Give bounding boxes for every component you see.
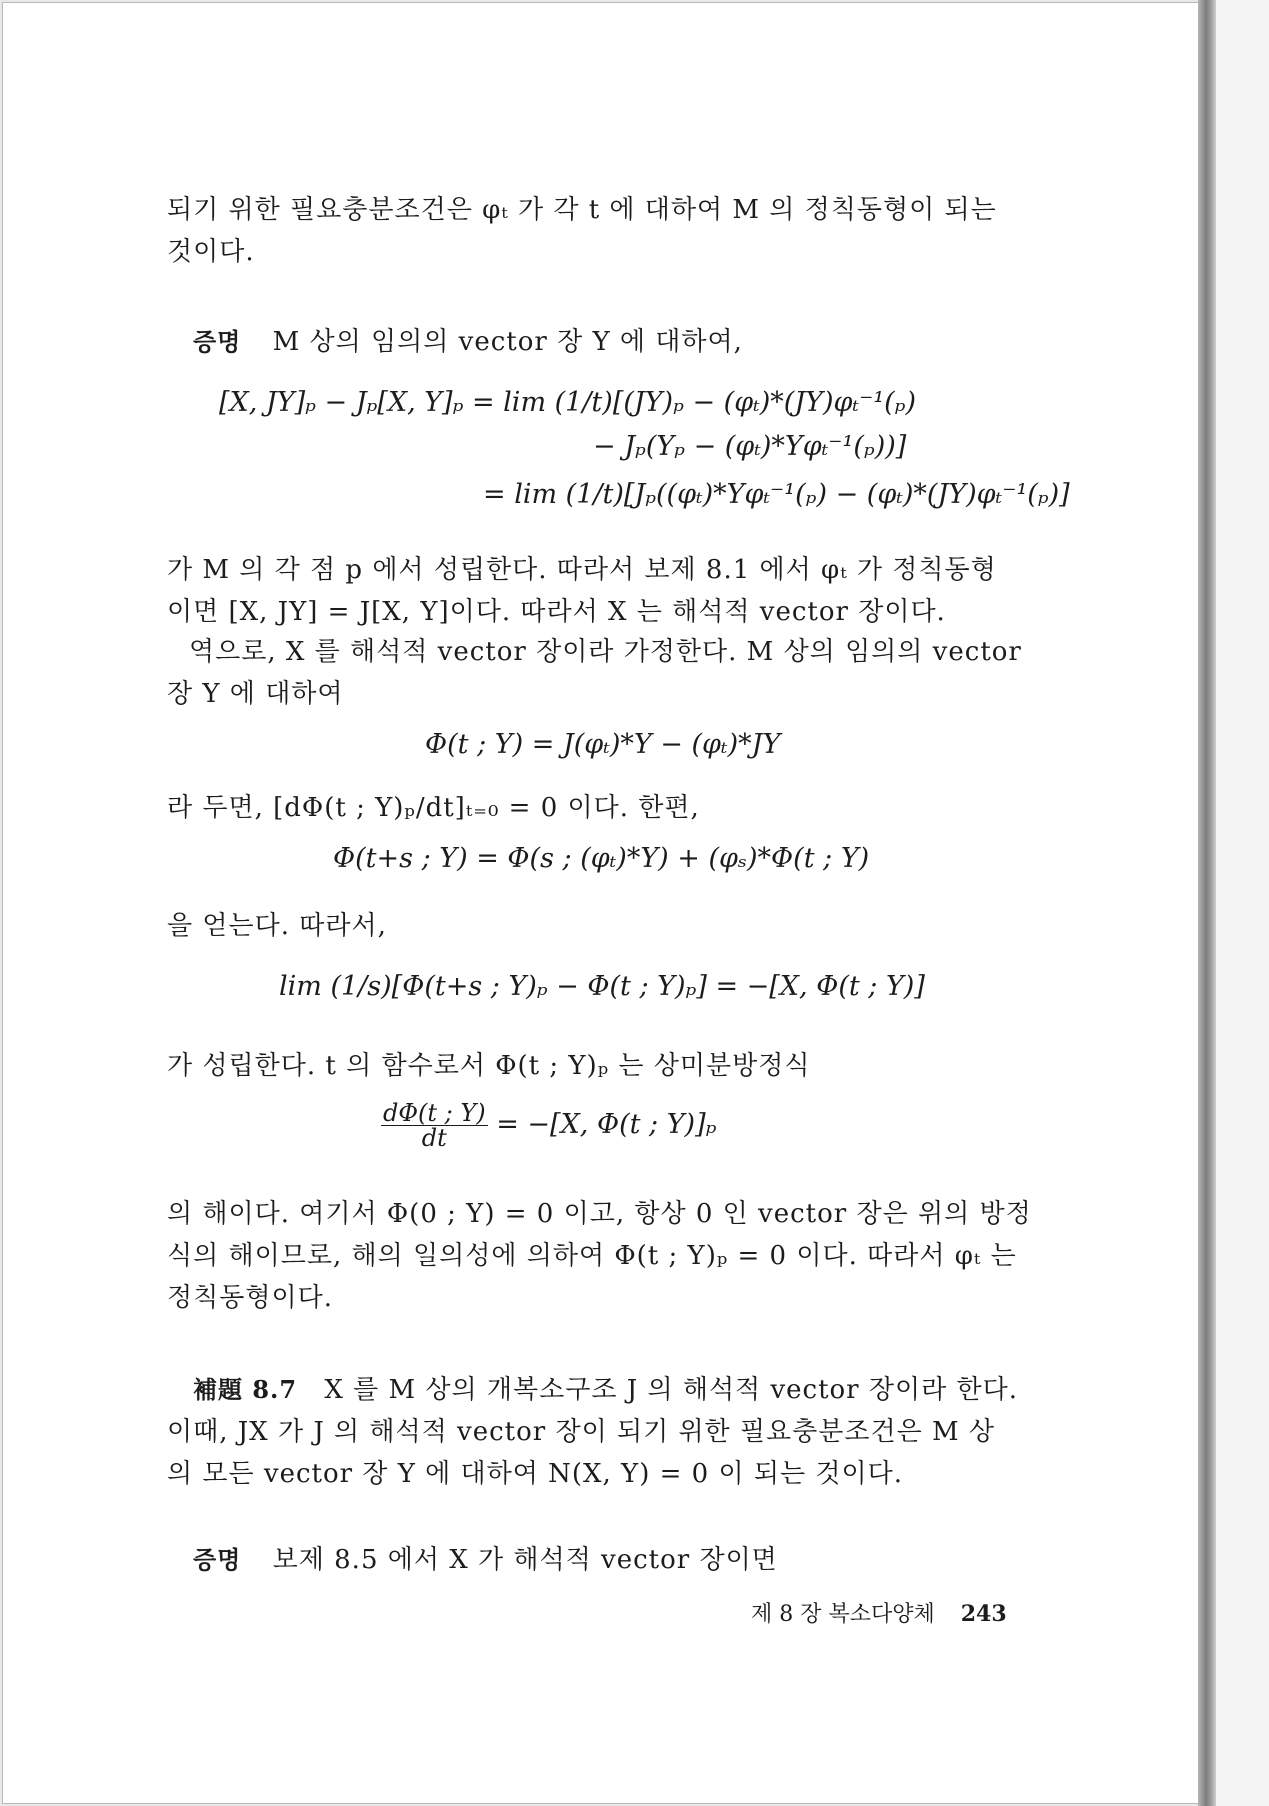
- ode-denominator: dt: [421, 1124, 447, 1152]
- text-line: 되기 위한 필요충분조건은 φₜ 가 각 t 에 대하여 M 의 정칙동형이 되는: [167, 195, 997, 225]
- proposition-text: X 를 M 상의 개복소구조 J 의 해석적 vector 장이라 한다.: [324, 1375, 1018, 1405]
- text-line: 식의 해이므로, 해의 일의성에 의하여 Φ(t ; Y)ₚ = 0 이다. 따라서 φₜ 는: [167, 1241, 1017, 1271]
- text-line: 을 얻는다. 따라서,: [167, 911, 387, 941]
- proof-start: [193, 1539, 778, 1576]
- book-spine: [1198, 0, 1216, 1806]
- text-line: 것이다.: [167, 237, 255, 267]
- ode-numerator: dΦ(t ; Y): [383, 1099, 486, 1127]
- text-line: 의 해이다. 여기서 Φ(0 ; Y) = 0 이고, 항상 0 인 vector 장은 위의 방정: [167, 1199, 1032, 1229]
- equation-display: Φ(t+s ; Y) = Φ(s ; (φₜ)*Y) + (φₛ)*Φ(t ; Y): [333, 843, 870, 874]
- chapter-title: 제 8 장 복소다양체: [751, 1602, 935, 1627]
- equation-display: Φ(t ; Y) = J(φₜ)*Y − (φₜ)*JY: [425, 729, 781, 760]
- page-number: 243: [960, 1601, 1007, 1627]
- equation-display: [381, 1101, 716, 1150]
- ode-rhs: = −[X, Φ(t ; Y)]ₚ: [496, 1109, 717, 1140]
- text-line: 라 두면, [dΦ(t ; Y)ₚ/dt]ₜ₌₀ = 0 이다. 한편,: [167, 793, 700, 823]
- proposition-label: 補題 8.7: [193, 1375, 298, 1404]
- text-line: 가 M 의 각 점 p 에서 성립한다. 따라서 보제 8.1 에서 φₜ 가 정칙동형: [167, 555, 997, 585]
- equation-row: [X, JY]ₚ − Jₚ[X, Y]ₚ = lim (1/t)[(JY)ₚ − (φₜ)*(JY)φₜ⁻¹(ₚ): [219, 387, 917, 418]
- proof-label: 증명: [193, 1545, 242, 1574]
- book-page: [2, 2, 1212, 1804]
- proof-text: 보제 8.5 에서 X 가 해석적 vector 장이면: [272, 1545, 778, 1575]
- ode-fraction: [381, 1101, 488, 1150]
- text-line: 이때, JX 가 J 의 해석적 vector 장이 되기 위한 필요충분조건은 M 상: [167, 1417, 996, 1447]
- proof-label: 증명: [193, 327, 242, 356]
- text-line: 정칙동형이다.: [167, 1283, 333, 1313]
- text-line: 역으로, X 를 해석적 vector 장이라 가정한다. M 상의 임의의 vector: [189, 637, 1022, 667]
- equation-row: = lim (1/t)[Jₚ((φₜ)*Yφₜ⁻¹(ₚ) − (φₜ)*(JY)φₜ⁻¹(ₚ)]: [483, 479, 1070, 510]
- proof-start: [193, 321, 743, 358]
- proposition-start: [193, 1369, 1018, 1406]
- text-line: 의 모든 vector 장 Y 에 대하여 N(X, Y) = 0 이 되는 것이다.: [167, 1459, 903, 1489]
- viewer-margin: [1216, 0, 1269, 1806]
- text-line: 이면 [X, JY] = J[X, Y]이다. 따라서 X 는 해석적 vector 장이다.: [167, 597, 946, 627]
- text-line: 가 성립한다. t 의 함수로서 Φ(t ; Y)ₚ 는 상미분방정식: [167, 1051, 811, 1081]
- proof-text: M 상의 임의의 vector 장 Y 에 대하여,: [272, 327, 743, 357]
- equation-row: − Jₚ(Yₚ − (φₜ)*Yφₜ⁻¹(ₚ))]: [593, 431, 907, 462]
- page-footer: [751, 1597, 1007, 1628]
- equation-display: lim (1/s)[Φ(t+s ; Y)ₚ − Φ(t ; Y)ₚ] = −[X, Φ(t ; Y)]: [279, 971, 925, 1002]
- text-line: 장 Y 에 대하여: [167, 679, 344, 709]
